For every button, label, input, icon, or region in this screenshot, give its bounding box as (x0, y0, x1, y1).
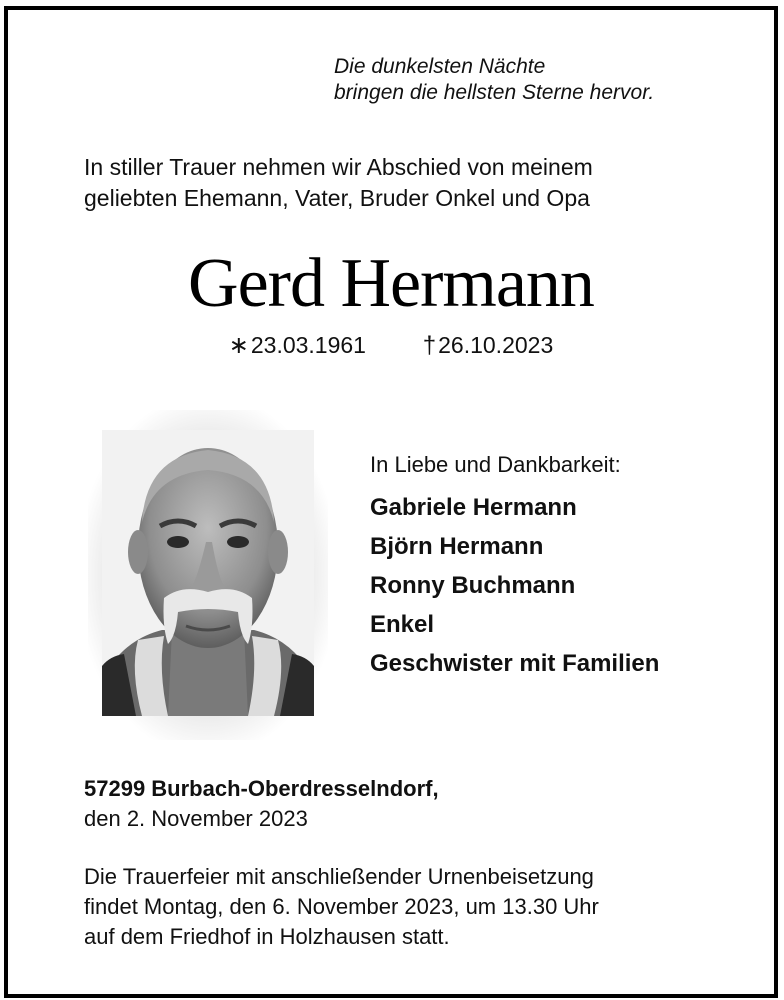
motto-line-2: bringen die hellsten Sterne hervor. (334, 81, 655, 104)
notice-date: den 2. November 2023 (84, 806, 308, 831)
service-info (84, 862, 744, 952)
motto-quote (334, 54, 734, 106)
thanks-label: In Liebe und Dankbarkeit: (370, 452, 621, 477)
mourner-name: Geschwister mit Familien (370, 650, 660, 677)
mourner-name: Gabriele Hermann (370, 494, 577, 521)
mourner-name: Ronny Buchmann (370, 572, 576, 599)
service-line-2: findet Montag, den 6. November 2023, um 13.30 Uhr (84, 894, 599, 919)
deceased-name: Gerd Hermann (188, 245, 594, 322)
death-cross-icon: † (422, 332, 437, 359)
birth-date: 23.03.1961 (250, 332, 366, 358)
birth-star-icon: ∗ (228, 332, 249, 359)
death-date: 26.10.2023 (438, 332, 554, 358)
portrait-photo (102, 430, 314, 716)
intro-line-2: geliebten Ehemann, Vater, Bruder Onkel und Opa (84, 185, 590, 211)
town: 57299 Burbach-Oberdresselndorf, (84, 776, 439, 801)
life-dates (8, 330, 774, 361)
obituary-notice (4, 6, 778, 998)
intro-line-1: In stiller Trauer nehmen wir Abschied von meinem (84, 154, 593, 180)
place-and-date (84, 774, 439, 834)
motto-line-1: Die dunkelsten Nächte (334, 55, 546, 78)
mourners-list (370, 488, 659, 683)
mourner-name: Enkel (370, 611, 435, 638)
service-line-1: Die Trauerfeier mit anschließender Urnenbeisetzung (84, 864, 594, 889)
service-line-3: auf dem Friedhof in Holzhausen statt. (84, 924, 450, 949)
mourner-name: Björn Hermann (370, 533, 544, 560)
intro-text (84, 152, 744, 214)
